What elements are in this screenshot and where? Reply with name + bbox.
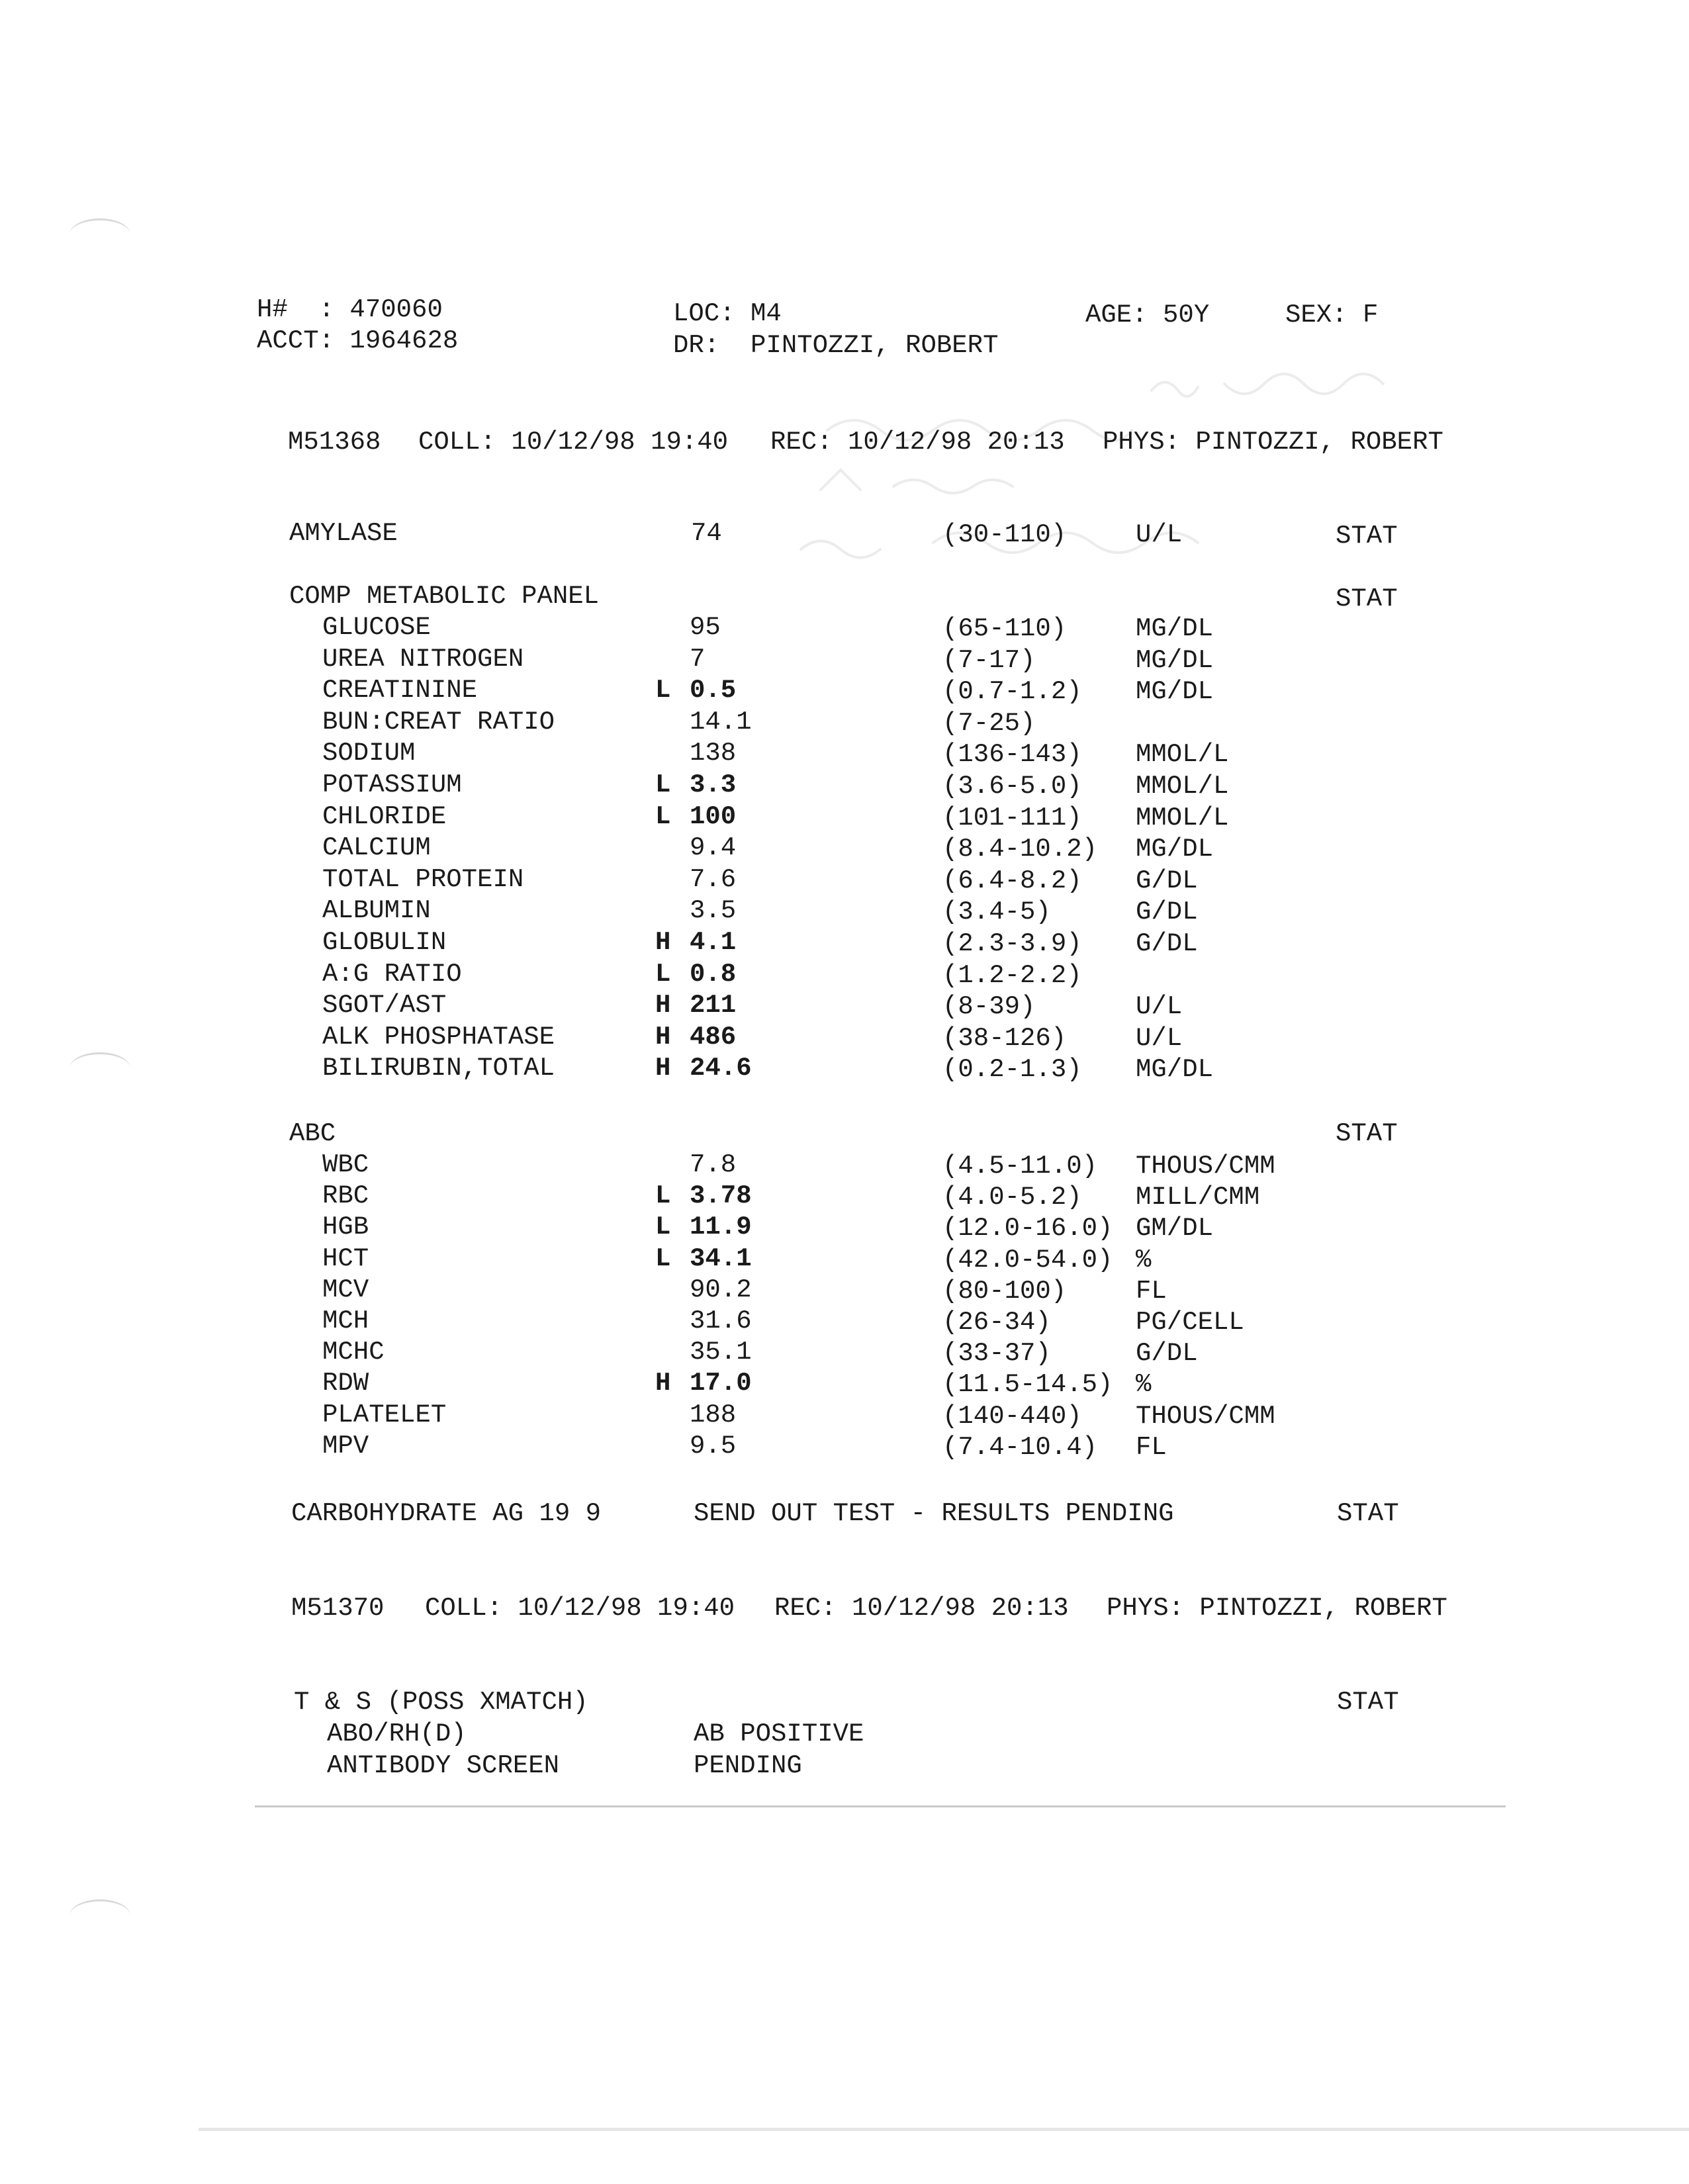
- test-name: ALK PHOSPHATASE: [322, 1022, 555, 1052]
- test-name: A:G RATIO: [322, 959, 462, 989]
- panel-title: COMP METABOLIC PANEL: [289, 582, 600, 611]
- abnormal-flag: H: [655, 1022, 671, 1052]
- reference-range: (136-143): [942, 740, 1082, 770]
- test-name: BUN:CREAT RATIO: [322, 707, 555, 737]
- test-name: ABO/RH(D): [327, 1719, 467, 1749]
- punch-hole-bottom: [69, 1899, 130, 1932]
- test-name: HCT: [322, 1244, 369, 1273]
- test-name: UREA NITROGEN: [322, 644, 524, 674]
- test-name: POTASSIUM: [322, 770, 462, 799]
- test-name: ANTIBODY SCREEN: [327, 1751, 560, 1780]
- test-name: CREATININE: [322, 676, 478, 705]
- test-unit: G/DL: [1136, 929, 1198, 958]
- test-value: 11.9: [690, 1212, 752, 1242]
- reference-range: (7-25): [942, 708, 1036, 738]
- test-value: 3.78: [690, 1181, 752, 1211]
- punch-hole-middle: [69, 1052, 130, 1085]
- test-value: 31.6: [690, 1306, 752, 1336]
- reference-range: (80-100): [942, 1276, 1067, 1306]
- test-value: 211: [690, 991, 737, 1021]
- test-unit: %: [1136, 1245, 1152, 1275]
- test-unit: U/L: [1136, 992, 1183, 1022]
- reference-range: (0.2-1.3): [942, 1055, 1082, 1085]
- reference-range: (8.4-10.2): [942, 835, 1098, 864]
- test-unit: MG/DL: [1136, 614, 1214, 643]
- panel-priority: STAT: [1336, 584, 1398, 614]
- test-value: 90.2: [690, 1275, 752, 1304]
- doctor: DR: PINTOZZI, ROBERT: [673, 331, 999, 360]
- test-name: CALCIUM: [322, 833, 431, 863]
- test-value: 0.8: [690, 959, 737, 989]
- test-unit: MMOL/L: [1136, 740, 1229, 770]
- reference-range: (3.4-5): [942, 897, 1051, 927]
- test-value: 138: [690, 739, 737, 768]
- test-value: 7.8: [690, 1150, 737, 1179]
- test-unit: G/DL: [1136, 866, 1198, 895]
- test-name: RDW: [322, 1369, 369, 1398]
- reference-range: (38-126): [942, 1023, 1067, 1053]
- panel-title: ABC: [289, 1119, 336, 1148]
- test-name: MCHC: [322, 1338, 385, 1367]
- test-unit: G/DL: [1136, 1339, 1198, 1369]
- test-value: 4.1: [690, 928, 737, 957]
- test-unit: FL: [1136, 1432, 1167, 1462]
- test-name: ALBUMIN: [322, 896, 431, 926]
- location: LOC: M4: [673, 299, 782, 328]
- test-unit: MG/DL: [1136, 1055, 1214, 1085]
- panel-priority: STAT: [1336, 1119, 1398, 1148]
- test-value: 188: [690, 1400, 737, 1430]
- test-name: GLUCOSE: [322, 613, 431, 642]
- specimen-id: M51370: [291, 1594, 385, 1623]
- patient-sex: SEX: F: [1285, 300, 1379, 330]
- hospital-number: H# : 470060: [257, 295, 443, 324]
- reference-range: (0.7-1.2): [942, 677, 1082, 707]
- reference-range: (33-37): [942, 1339, 1051, 1369]
- scan-edge-shadow: [199, 2128, 1689, 2131]
- abnormal-flag: H: [655, 928, 671, 957]
- test-value: 9.4: [690, 833, 737, 863]
- reference-range: (140-440): [942, 1401, 1082, 1431]
- test-value: 7: [690, 644, 706, 674]
- test-unit: GM/DL: [1136, 1214, 1214, 1244]
- test-value: 17.0: [690, 1369, 752, 1398]
- test-name: GLOBULIN: [322, 928, 447, 957]
- abnormal-flag: H: [655, 991, 671, 1021]
- test-unit: MILL/CMM: [1136, 1183, 1260, 1212]
- test-value: 3.5: [690, 896, 737, 926]
- test-name: MPV: [322, 1431, 369, 1461]
- test-result: SEND OUT TEST - RESULTS PENDING: [694, 1499, 1174, 1528]
- test-unit: THOUS/CMM: [1136, 1401, 1275, 1431]
- abnormal-flag: L: [655, 959, 671, 989]
- test-unit: FL: [1136, 1276, 1167, 1306]
- panel-title: T & S (POSS XMATCH): [294, 1688, 588, 1717]
- test-unit: %: [1136, 1370, 1152, 1400]
- specimen-id: M51368: [288, 428, 381, 457]
- test-unit: U/L: [1136, 520, 1183, 549]
- reference-range: (3.6-5.0): [942, 772, 1082, 801]
- collection-time: COLL: 10/12/98 19:40: [425, 1594, 735, 1623]
- test-name: MCV: [322, 1275, 369, 1304]
- test-priority: STAT: [1336, 522, 1398, 551]
- test-value: 7.6: [690, 864, 737, 894]
- reference-range: (26-34): [942, 1308, 1051, 1337]
- test-unit: MMOL/L: [1136, 803, 1229, 833]
- punch-hole-top: [69, 218, 130, 251]
- test-value: 3.3: [690, 770, 737, 799]
- test-unit: PG/CELL: [1136, 1308, 1244, 1337]
- abnormal-flag: L: [655, 676, 671, 705]
- test-name: MCH: [322, 1306, 369, 1336]
- test-unit: MG/DL: [1136, 835, 1214, 864]
- reference-range: (12.0-16.0): [942, 1214, 1113, 1244]
- reference-range: (65-110): [942, 614, 1067, 643]
- reference-range: (11.5-14.5): [942, 1370, 1113, 1400]
- reference-range: (42.0-54.0): [942, 1245, 1113, 1275]
- test-value: 100: [690, 801, 737, 831]
- test-unit: MG/DL: [1136, 645, 1214, 675]
- test-name: BILIRUBIN,TOTAL: [322, 1054, 555, 1083]
- reference-range: (7.4-10.4): [942, 1432, 1098, 1462]
- test-result: AB POSITIVE: [694, 1719, 864, 1749]
- reference-range: (7-17): [942, 645, 1036, 675]
- test-unit: MMOL/L: [1136, 772, 1229, 801]
- test-name: WBC: [322, 1150, 369, 1179]
- test-value: 35.1: [690, 1338, 752, 1367]
- abnormal-flag: H: [655, 1369, 671, 1398]
- test-value: 0.5: [690, 676, 737, 705]
- received-time: REC: 10/12/98 20:13: [770, 428, 1065, 457]
- test-name: CARBOHYDRATE AG 19 9: [291, 1499, 602, 1528]
- test-unit: G/DL: [1136, 897, 1198, 927]
- test-name: SGOT/AST: [322, 991, 447, 1021]
- test-name: RBC: [322, 1181, 369, 1211]
- test-name: PLATELET: [322, 1400, 447, 1430]
- abnormal-flag: L: [655, 1212, 671, 1242]
- test-name: SODIUM: [322, 739, 416, 768]
- abnormal-flag: L: [655, 1244, 671, 1273]
- test-unit: MG/DL: [1136, 677, 1214, 707]
- test-name: AMYLASE: [289, 519, 398, 548]
- reference-range: (30-110): [942, 520, 1067, 549]
- reference-range: (4.5-11.0): [942, 1152, 1098, 1181]
- reference-range: (101-111): [942, 803, 1082, 833]
- collection-time: COLL: 10/12/98 19:40: [418, 428, 729, 457]
- test-value: 14.1: [690, 707, 752, 737]
- received-time: REC: 10/12/98 20:13: [774, 1594, 1069, 1623]
- physician: PHYS: PINTOZZI, ROBERT: [1103, 428, 1443, 457]
- test-value: 24.6: [690, 1054, 752, 1083]
- abnormal-flag: H: [655, 1054, 671, 1083]
- panel-priority: STAT: [1337, 1688, 1399, 1717]
- faint-handwriting-marks: [761, 371, 1456, 609]
- abnormal-flag: L: [655, 1181, 671, 1211]
- test-value: 486: [690, 1022, 737, 1052]
- reference-range: (8-39): [942, 992, 1036, 1022]
- test-result: PENDING: [694, 1751, 802, 1780]
- test-priority: STAT: [1337, 1499, 1399, 1528]
- patient-age: AGE: 50Y: [1085, 300, 1210, 330]
- abnormal-flag: L: [655, 801, 671, 831]
- report-end-rule: [255, 1805, 1506, 1807]
- test-name: CHLORIDE: [322, 801, 447, 831]
- reference-range: (6.4-8.2): [942, 866, 1082, 895]
- test-value: 34.1: [690, 1244, 752, 1273]
- test-name: HGB: [322, 1212, 369, 1242]
- reference-range: (2.3-3.9): [942, 929, 1082, 958]
- test-unit: THOUS/CMM: [1136, 1152, 1275, 1181]
- abnormal-flag: L: [655, 770, 671, 799]
- reference-range: (4.0-5.2): [942, 1183, 1082, 1212]
- account-number: ACCT: 1964628: [257, 326, 459, 355]
- test-value: 9.5: [690, 1431, 737, 1461]
- reference-range: (1.2-2.2): [942, 960, 1082, 990]
- test-value: 95: [690, 613, 721, 642]
- physician: PHYS: PINTOZZI, ROBERT: [1107, 1594, 1447, 1623]
- test-value: 74: [691, 519, 722, 548]
- test-unit: U/L: [1136, 1023, 1183, 1053]
- test-name: TOTAL PROTEIN: [322, 864, 524, 894]
